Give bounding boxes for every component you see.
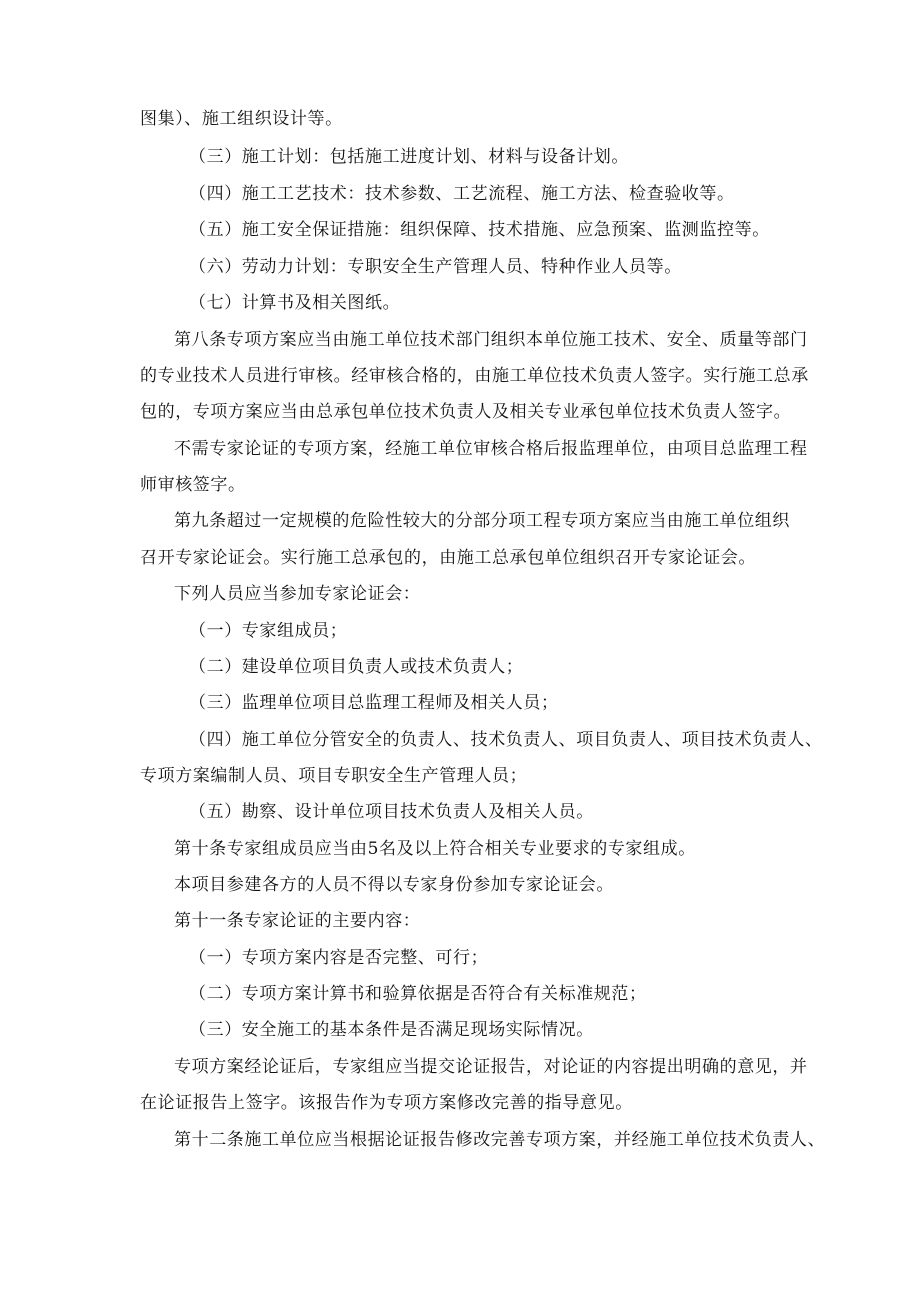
text-line: 在论证报告上签字。该报告作为专项方案修改完善的指导意见。 <box>140 1093 633 1113</box>
text-line: 第十一条专家论证的主要内容： <box>174 911 421 931</box>
text-line: 第十二条施工单位应当根据论证报告修改完善专项方案，并经施工单位技术负责人、 <box>174 1130 826 1150</box>
text-line: （二）专项方案计算书和验算依据是否符合有关标准规范； <box>189 984 647 1004</box>
text-line: 包的，专项方案应当由总承包单位技术负责人及相关专业承包单位技术负责人签字。 <box>140 402 792 422</box>
text-line: 本项目参建各方的人员不得以专家身份参加专家论证会。 <box>174 875 614 895</box>
text-line: （四）施工工艺技术：技术参数、工艺流程、施工方法、检查验收等。 <box>189 184 735 204</box>
text-line: （一）专项方案内容是否完整、可行； <box>189 948 489 968</box>
text-line: 不需专家论证的专项方案，经施工单位审核合格后报监理单位，由项目总监理工程 <box>174 439 808 459</box>
text-line: （六）劳动力计划：专职安全生产管理人员、特种作业人员等。 <box>189 257 682 277</box>
text-line: 召开专家论证会。实行施工总承包的，由施工总承包单位组织召开专家论证会。 <box>140 548 756 568</box>
text-line: 专项方案经论证后，专家组应当提交论证报告，对论证的内容提出明确的意见，并 <box>174 1057 808 1077</box>
text-line: （三）监理单位项目总监理工程师及相关人员； <box>189 693 559 713</box>
text-line: 图集）、施工组织设计等。 <box>140 109 343 129</box>
text-line: （五）勘察、设计单位项目技术负责人及相关人员。 <box>189 802 594 822</box>
text-line: 第八条专项方案应当由施工单位技术部门组织本单位施工技术、安全、质量等部门 <box>174 330 808 350</box>
text-line: （三）安全施工的基本条件是否满足现场实际情况。 <box>189 1020 594 1040</box>
text-line: 第九条超过一定规模的危险性较大的分部分项工程专项方案应当由施工单位组织 <box>174 511 790 531</box>
text-line: 专项方案编制人员、项目专职安全生产管理人员； <box>140 766 528 786</box>
text-line: 师审核签字。 <box>140 475 246 495</box>
text-line: （五）施工安全保证措施：组织保障、技术措施、应急预案、监测监控等。 <box>189 220 770 240</box>
text-line: 的专业技术人员进行审核。经审核合格的，由施工单位技术负责人签字。实行施工总承 <box>140 366 809 386</box>
text-line: （四）施工单位分管安全的负责人、技术负责人、项目负责人、项目技术负责人、 <box>189 730 823 750</box>
text-line: （三）施工计划：包括施工进度计划、材料与设备计划。 <box>189 147 629 167</box>
text-line: （七）计算书及相关图纸。 <box>189 293 401 313</box>
text-line: （二）建设单位项目负责人或技术负责人； <box>189 657 524 677</box>
text-line: （一）专家组成员； <box>189 621 348 641</box>
text-line: 第十条专家组成员应当由5名及以上符合相关专业要求的专家组成。 <box>174 839 696 859</box>
text-line: 下列人员应当参加专家论证会： <box>174 584 421 604</box>
